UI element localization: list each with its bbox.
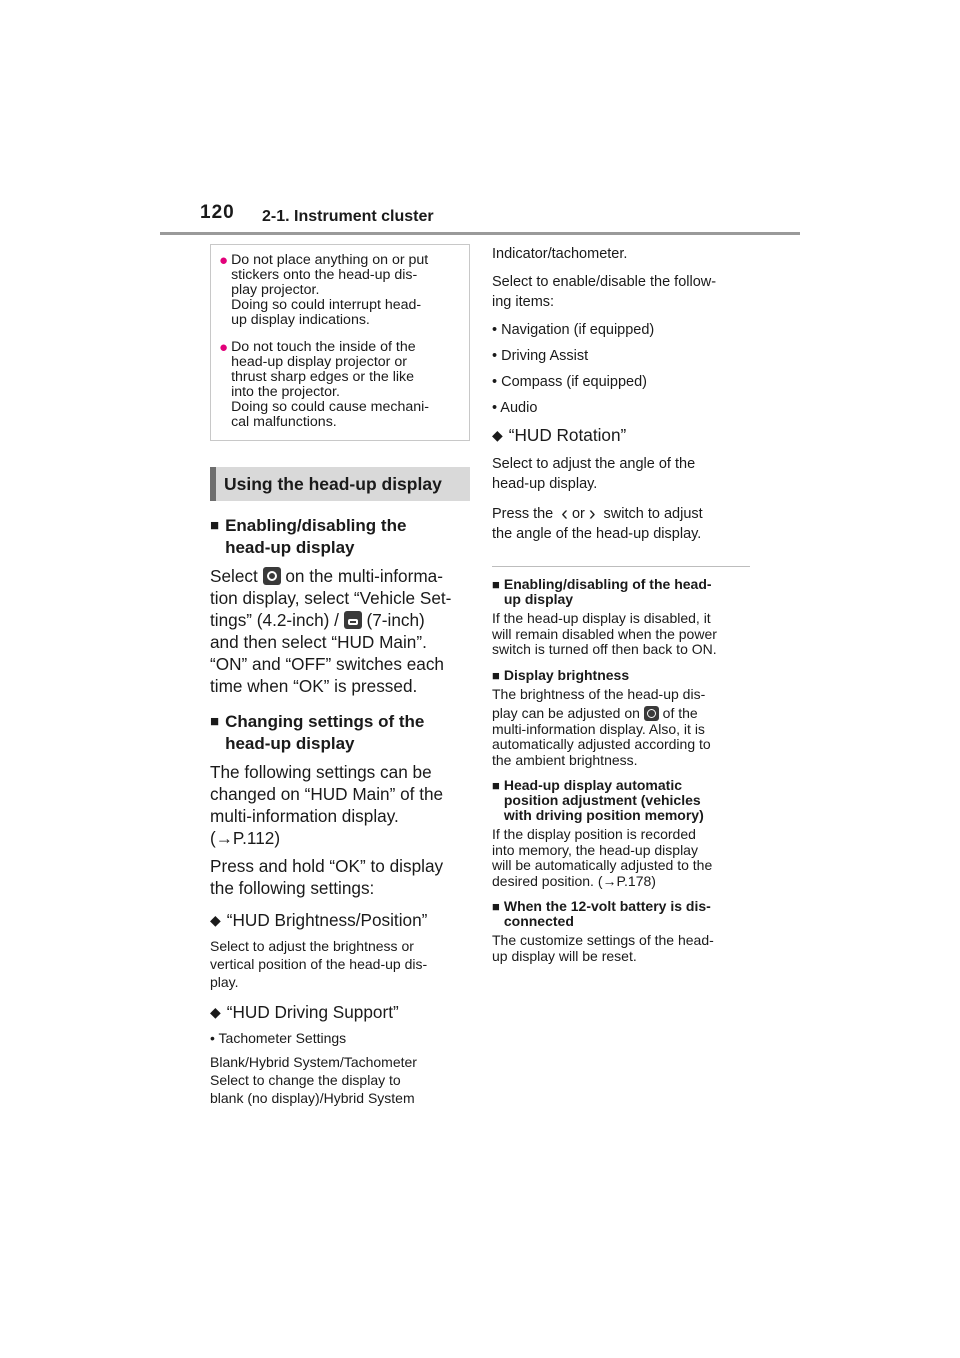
caution-line: into the projector.	[231, 384, 340, 400]
text: Press the	[492, 506, 558, 522]
text: play can be adjusted on	[492, 705, 644, 721]
note-title-line: up display	[503, 591, 574, 607]
option-brightness	[210, 909, 470, 931]
square-bullet-icon: ■	[492, 577, 500, 592]
paragraph-following	[210, 761, 470, 849]
text: will be automatically adjusted to the	[492, 857, 713, 873]
square-bullet-icon: ■	[492, 899, 500, 914]
text: Select to enable/disable the follow-	[492, 274, 717, 290]
text: or	[571, 506, 585, 522]
caution-line: Do not touch the inside of the	[231, 339, 416, 355]
text: tion display, select “Vehicle Set-	[210, 588, 452, 608]
section-heading: Using the head-up display	[210, 467, 470, 501]
caution-line: head-up display projector or	[231, 354, 407, 370]
subheading-line: Changing settings of the	[225, 712, 425, 731]
list-item: • Driving Assist	[492, 348, 589, 364]
caution-line: cal malfunctions.	[231, 414, 337, 430]
text: play.	[210, 974, 239, 990]
text: multi-information display. Also, it is	[492, 720, 705, 737]
note-body	[492, 933, 750, 964]
text: the angle of the head-up display.	[492, 526, 702, 542]
note-title-line: connected	[503, 913, 574, 929]
caution-line: Doing so could cause mechani-	[231, 399, 430, 415]
option-driving-support-desc	[210, 1029, 470, 1107]
diamond-bullet-icon: ◆	[210, 912, 221, 928]
page-number: 120	[200, 202, 235, 223]
subheading-line: head-up display	[225, 734, 355, 753]
text: the following settings:	[210, 878, 375, 898]
text: • Tachometer Settings	[210, 1030, 347, 1046]
caution-item	[219, 340, 459, 430]
note-heading	[492, 778, 750, 823]
bullet-dot-icon: ●	[219, 252, 229, 269]
caution-line: Doing so could interrupt head-	[231, 297, 422, 313]
subheading-enabling	[210, 515, 470, 559]
text: into memory, the head-up display	[492, 841, 698, 858]
caution-box	[210, 244, 470, 441]
text: (7-inch)	[361, 610, 425, 630]
note-title-line: position adjustment (vehicles	[503, 792, 701, 808]
text: If the head-up display is disabled, it	[492, 610, 711, 626]
option-brightness-desc	[210, 937, 470, 991]
subheading-changing	[210, 711, 470, 755]
note-title-line: When the 12-volt battery is dis-	[503, 898, 711, 914]
square-bullet-icon: ■	[210, 713, 220, 730]
note-title-line: Head-up display automatic	[503, 777, 683, 793]
chevron-left-icon: ‹	[561, 503, 568, 525]
caution-line: up display indications.	[231, 312, 370, 328]
text: switch to adjust	[599, 506, 703, 522]
text: Press and hold “OK” to display	[210, 856, 444, 876]
text: the ambient brightness.	[492, 751, 638, 768]
square-bullet-icon: ■	[210, 517, 220, 534]
note-title-line: with driving position memory)	[503, 807, 704, 823]
option-title: “HUD Driving Support”	[226, 1002, 399, 1022]
text: The customize settings of the head-	[492, 932, 714, 948]
text: “ON” and “OFF” switches each	[210, 654, 444, 674]
note-body	[492, 611, 750, 658]
text: blank (no display)/Hybrid System	[210, 1090, 415, 1106]
text: The following settings can be	[210, 762, 432, 782]
text: head-up display.	[492, 476, 598, 492]
text: time when “OK” is pressed.	[210, 676, 418, 696]
text: Select to adjust the angle of the	[492, 456, 696, 472]
caution-item	[219, 253, 459, 328]
vehicle-settings-icon	[344, 611, 362, 629]
text: Indicator/tachometer.	[492, 246, 628, 262]
text: multi-information display.	[210, 806, 399, 826]
note-body	[492, 827, 750, 889]
right-column	[492, 244, 750, 964]
notes-divider	[492, 566, 750, 567]
list-item: • Navigation (if equipped)	[492, 322, 655, 338]
square-bullet-icon: ■	[492, 778, 500, 793]
note-heading	[492, 577, 750, 607]
list-item: • Compass (if equipped)	[492, 374, 647, 390]
text: switch is turned off then back to ON.	[492, 641, 717, 657]
text: Select	[210, 566, 263, 586]
note-heading	[492, 899, 750, 929]
text: automatically adjusted according to	[492, 736, 711, 752]
diamond-bullet-icon: ◆	[210, 1004, 221, 1020]
bullet-dot-icon: ●	[219, 339, 229, 356]
caution-line: Do not place anything on or put	[231, 252, 429, 268]
text: The brightness of the head-up dis-	[492, 685, 706, 702]
text: Blank/Hybrid System/Tachometer	[210, 1054, 417, 1070]
text: ing items:	[492, 294, 555, 310]
option-title: “HUD Rotation”	[508, 425, 627, 445]
caution-line: stickers onto the head-up dis-	[231, 267, 418, 283]
left-column	[210, 244, 470, 1107]
subheading-line: head-up display	[225, 538, 355, 557]
text: desired position. (→P.178)	[492, 872, 656, 889]
note-title-line: Display brightness	[503, 666, 630, 683]
text: Select to adjust the brightness or	[210, 938, 414, 954]
caution-line: play projector.	[231, 282, 320, 298]
text: will remain disabled when the power	[492, 625, 717, 642]
text: up display will be reset.	[492, 947, 637, 964]
note-title-line: Enabling/disabling of the head-	[503, 576, 712, 592]
list-item: • Audio	[492, 400, 538, 416]
chevron-right-icon: ›	[588, 503, 596, 525]
text: and then select “HUD Main”.	[210, 632, 427, 652]
text: on the multi-informa-	[280, 566, 443, 586]
note-heading	[492, 668, 750, 683]
header-rule	[160, 232, 800, 235]
settings-gear-icon	[263, 567, 281, 585]
subheading-line: Enabling/disabling the	[225, 516, 407, 535]
settings-gear-icon	[644, 706, 659, 721]
diamond-bullet-icon: ◆	[492, 427, 503, 443]
paragraph-select	[210, 565, 470, 697]
option-driving-support	[210, 1001, 470, 1023]
option-rotation	[492, 424, 750, 446]
option-rotation-desc	[492, 454, 750, 544]
page-ref[interactable]: (→P.112)	[210, 828, 281, 848]
text: tings” (4.2-inch) /	[210, 610, 344, 630]
items-list	[492, 244, 750, 418]
caution-line: thrust sharp edges or the like	[231, 369, 415, 385]
paragraph-press-hold	[210, 855, 470, 899]
option-title: “HUD Brightness/Position”	[226, 910, 428, 930]
text: Select to change the display to	[210, 1072, 401, 1088]
text: vertical position of the head-up dis-	[210, 956, 428, 972]
section-title: 2-1. Instrument cluster	[262, 208, 434, 225]
text: If the display position is recorded	[492, 826, 696, 842]
note-body	[492, 687, 750, 769]
text: changed on “HUD Main” of the	[210, 784, 444, 804]
square-bullet-icon: ■	[492, 667, 500, 683]
text: of the	[658, 705, 698, 721]
